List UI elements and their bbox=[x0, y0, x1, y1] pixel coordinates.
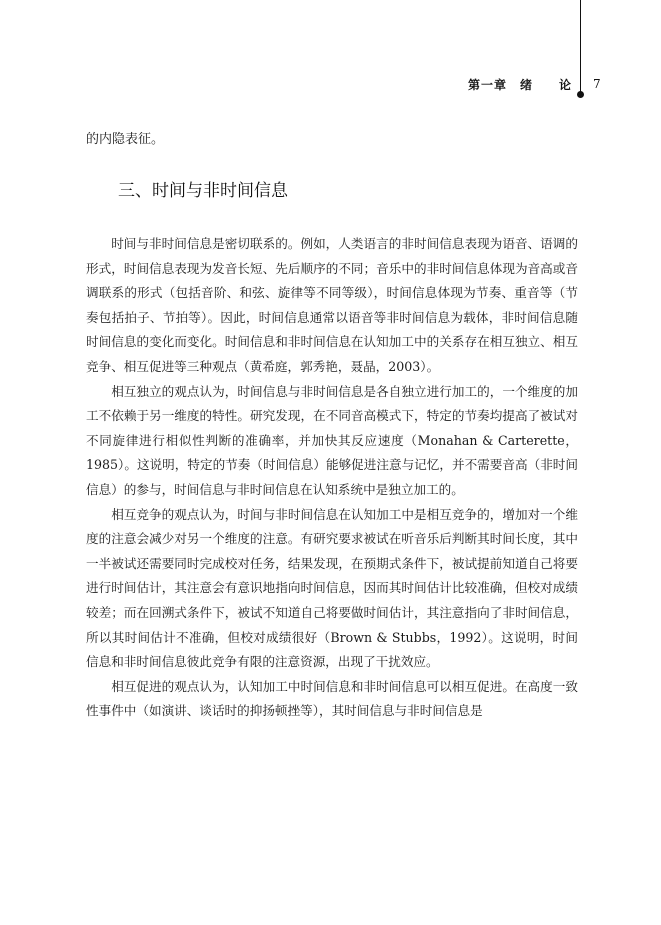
running-head: 第一章 绪 论 bbox=[467, 78, 572, 92]
paragraph-3: 相互竞争的观点认为，时间与非时间信息在认知加工中是相互竞争的，增加对一个维度的注意会减少对另一个维度的注意。有研究要求被试在听音乐后判断其时间长度，其中一半被试还需要同时完成校对任务，结果发现，在预期式条件下，被试提前知道自己将要进行时间估计，其注意会有意识地指向时间信息，因而其时间估计比较准确，但校对成绩较差；而在回溯式条件下，被试不知道自己将要做时间估计，其注意指向了非时间信息，所以其时间估计不准确，但校对成绩很好（Brown & Stubbs，1992）。这说明，时间信息和非时间信息彼此竞争有限的注意资源，出现了干扰效应。 bbox=[86, 506, 578, 670]
header-rule bbox=[580, 0, 581, 94]
paragraph-2: 相互独立的观点认为，时间信息与非时间信息是各自独立进行加工的，一个维度的加工不依赖于另一维度的特性。研究发现，在不同音高模式下，特定的节奏均提高了被试对不同旋律进行相似性判断的准确率，并加快其反应速度（Monahan & Carterette，1985）。这说明，特定的节奏（时间信息）能够促进注意与记忆，并不需要音高（非时间信息）的参与，时间信息与非时间信息在认知系统中是独立加工的。 bbox=[86, 383, 578, 497]
paragraph-1: 时间与非时间信息是密切联系的。例如，人类语言的非时间信息表现为语音、语调的形式，时间信息表现为发音长短、先后顺序的不同；音乐中的非时间信息体现为音高或音调联系的形式（包括音阶、和弦、旋律等不同等级），时间信息体现为节奏、重音等（节奏包括拍子、节拍等）。因此，时间信息通常以语音等非时间信息为载体，非时间信息随时间信息的变化而变化。时间信息和非时间信息在认知加工中的关系存在相互独立、相互竞争、相互促进等三种观点（黄希庭，郭秀艳，聂晶，2003）。 bbox=[86, 236, 578, 374]
continuation-text: 的内隐表征。 bbox=[86, 132, 165, 147]
body-text bbox=[86, 232, 578, 724]
page-number: 7 bbox=[593, 77, 601, 91]
header-rule-dot bbox=[577, 91, 584, 98]
paragraph-4: 相互促进的观点认为，认知加工中时间信息和非时间信息可以相互促进。在高度一致性事件中（如演讲、谈话时的抑扬顿挫等），其时间信息与非时间信息是 bbox=[86, 678, 578, 719]
section-title: 三、时间与非时间信息 bbox=[118, 181, 288, 201]
